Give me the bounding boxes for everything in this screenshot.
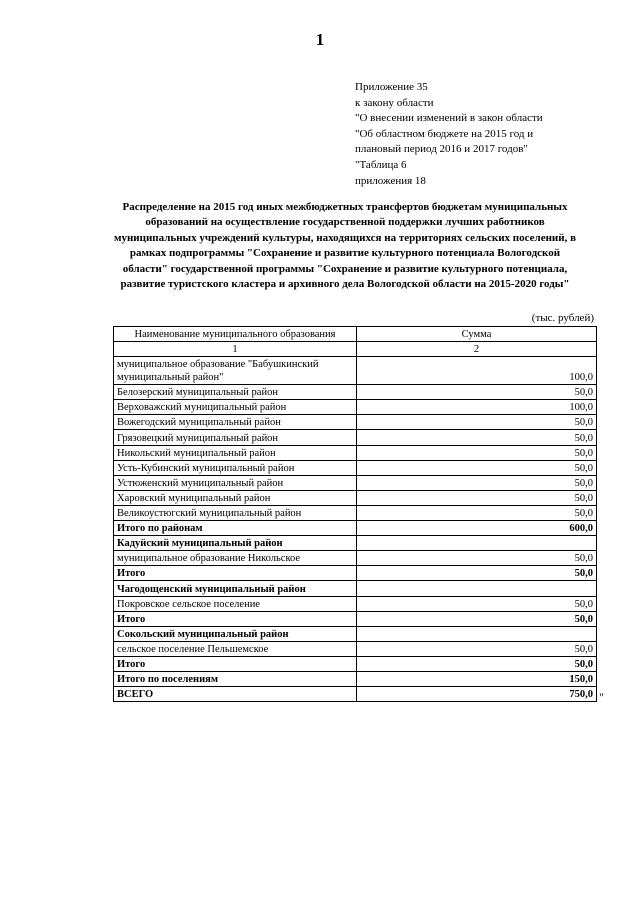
- page-number: 1: [315, 30, 325, 49]
- amount: 50,0: [357, 551, 597, 566]
- municipality-name: Чагодощенский муниципальный район: [114, 581, 357, 596]
- amount: 100,0: [357, 357, 597, 385]
- appendix-line: плановый период 2016 и 2017 годов": [355, 143, 528, 156]
- appendix-line: приложения 18: [355, 174, 426, 187]
- municipality-name: Итого: [114, 656, 357, 671]
- amount: 50,0: [357, 445, 597, 460]
- amount: 50,0: [357, 430, 597, 445]
- table-row: [114, 430, 597, 445]
- table-row: [114, 596, 597, 611]
- amount: 100,0: [357, 400, 597, 415]
- municipality-name: Белозерский муниципальный район: [114, 385, 357, 400]
- table-row: [114, 460, 597, 475]
- appendix-line: Приложение 35: [355, 81, 428, 93]
- amount: [357, 536, 597, 551]
- table-row: [114, 385, 597, 400]
- table-row: [114, 536, 597, 551]
- appendix-line: "Таблица 6: [355, 158, 407, 171]
- municipality-name: Сокольский муниципальный район: [114, 626, 357, 641]
- municipality-name: муниципальное образование "Бабушкинский муниципальный район": [114, 357, 357, 385]
- municipality-name: Вожегодский муниципальный район: [114, 415, 357, 430]
- table-row: [114, 671, 597, 686]
- municipality-name: Харовский муниципальный район: [114, 490, 357, 505]
- amount: [357, 626, 597, 641]
- appendix-line: "Об областном бюджете на 2015 год и: [355, 127, 534, 140]
- municipality-name: Кадуйский муниципальный район: [114, 536, 357, 551]
- amount: 50,0: [357, 611, 597, 626]
- table-header-row: [114, 327, 597, 342]
- table-row: [114, 490, 597, 505]
- municipality-name: Покровское сельское поселение: [114, 596, 357, 611]
- municipality-name: Верховажский муниципальный район: [114, 400, 357, 415]
- amount: 50,0: [357, 415, 597, 430]
- table-row: [114, 475, 597, 490]
- appendix-reference: [355, 80, 543, 189]
- document-title: Распределение на 2015 год иных межбюджетных трансфертов бюджетам муниципальных образований на осуществление государственной поддержки лучших работников муниципальных учреждений культуры, находящихся на территориях сельских поселений, в рамках подпрограммы "Сохранение и развитие культурного потенциала Вологодской области" государственной программы "Сохранение и развитие культурного потенциала, развитие туристского кластера и архивного дела Вологодской области на 2015-2020 годы": [113, 201, 577, 291]
- appendix-line: к закону области: [355, 96, 434, 109]
- amount: 50,0: [357, 566, 597, 581]
- table-row: [114, 687, 597, 702]
- table-row: [114, 581, 597, 596]
- table-row: [114, 521, 597, 536]
- amount: 50,0: [357, 385, 597, 400]
- amount: 150,0: [357, 671, 597, 686]
- municipality-name: Устюженский муниципальный район: [114, 475, 357, 490]
- municipality-name: Усть-Кубинский муниципальный район: [114, 460, 357, 475]
- municipality-name: муниципальное образование Никольское: [114, 551, 357, 566]
- table-row: [114, 641, 597, 656]
- amount: 50,0: [357, 505, 597, 520]
- table-row: [114, 551, 597, 566]
- amount: [357, 581, 597, 596]
- table-row: [114, 626, 597, 641]
- column-number: 1: [114, 342, 357, 357]
- table-row: [114, 611, 597, 626]
- table-row: [114, 566, 597, 581]
- municipality-name: Грязовецкий муниципальный район: [114, 430, 357, 445]
- amount: 50,0: [357, 656, 597, 671]
- header-sum: Сумма: [357, 327, 597, 342]
- closing-quote: ": [599, 690, 604, 704]
- municipality-name: Итого по районам: [114, 521, 357, 536]
- amount: 50,0: [357, 475, 597, 490]
- amount: 50,0: [357, 596, 597, 611]
- municipality-name: ВСЕГО: [114, 687, 357, 702]
- table-row: [114, 357, 597, 385]
- amount: 50,0: [357, 460, 597, 475]
- table-row: [114, 656, 597, 671]
- table-row: [114, 400, 597, 415]
- header-name: Наименование муниципального образования: [114, 327, 357, 342]
- table-row: [114, 445, 597, 460]
- amount: 600,0: [357, 521, 597, 536]
- municipality-name: Никольский муниципальный район: [114, 445, 357, 460]
- municipality-name: сельское поселение Пельшемское: [114, 641, 357, 656]
- municipality-name: Итого по поселениям: [114, 671, 357, 686]
- table-row: [114, 415, 597, 430]
- amount: 50,0: [357, 490, 597, 505]
- budget-table: [113, 326, 597, 702]
- appendix-line: "О внесении изменений в закон области: [355, 112, 543, 125]
- column-number-row: [114, 342, 597, 357]
- table-row: [114, 505, 597, 520]
- column-number: 2: [357, 342, 597, 357]
- municipality-name: Великоустюгский муниципальный район: [114, 505, 357, 520]
- municipality-name: Итого: [114, 611, 357, 626]
- municipality-name: Итого: [114, 566, 357, 581]
- amount: 750,0: [357, 687, 597, 702]
- units-label: (тыс. рублей): [531, 312, 594, 324]
- amount: 50,0: [357, 641, 597, 656]
